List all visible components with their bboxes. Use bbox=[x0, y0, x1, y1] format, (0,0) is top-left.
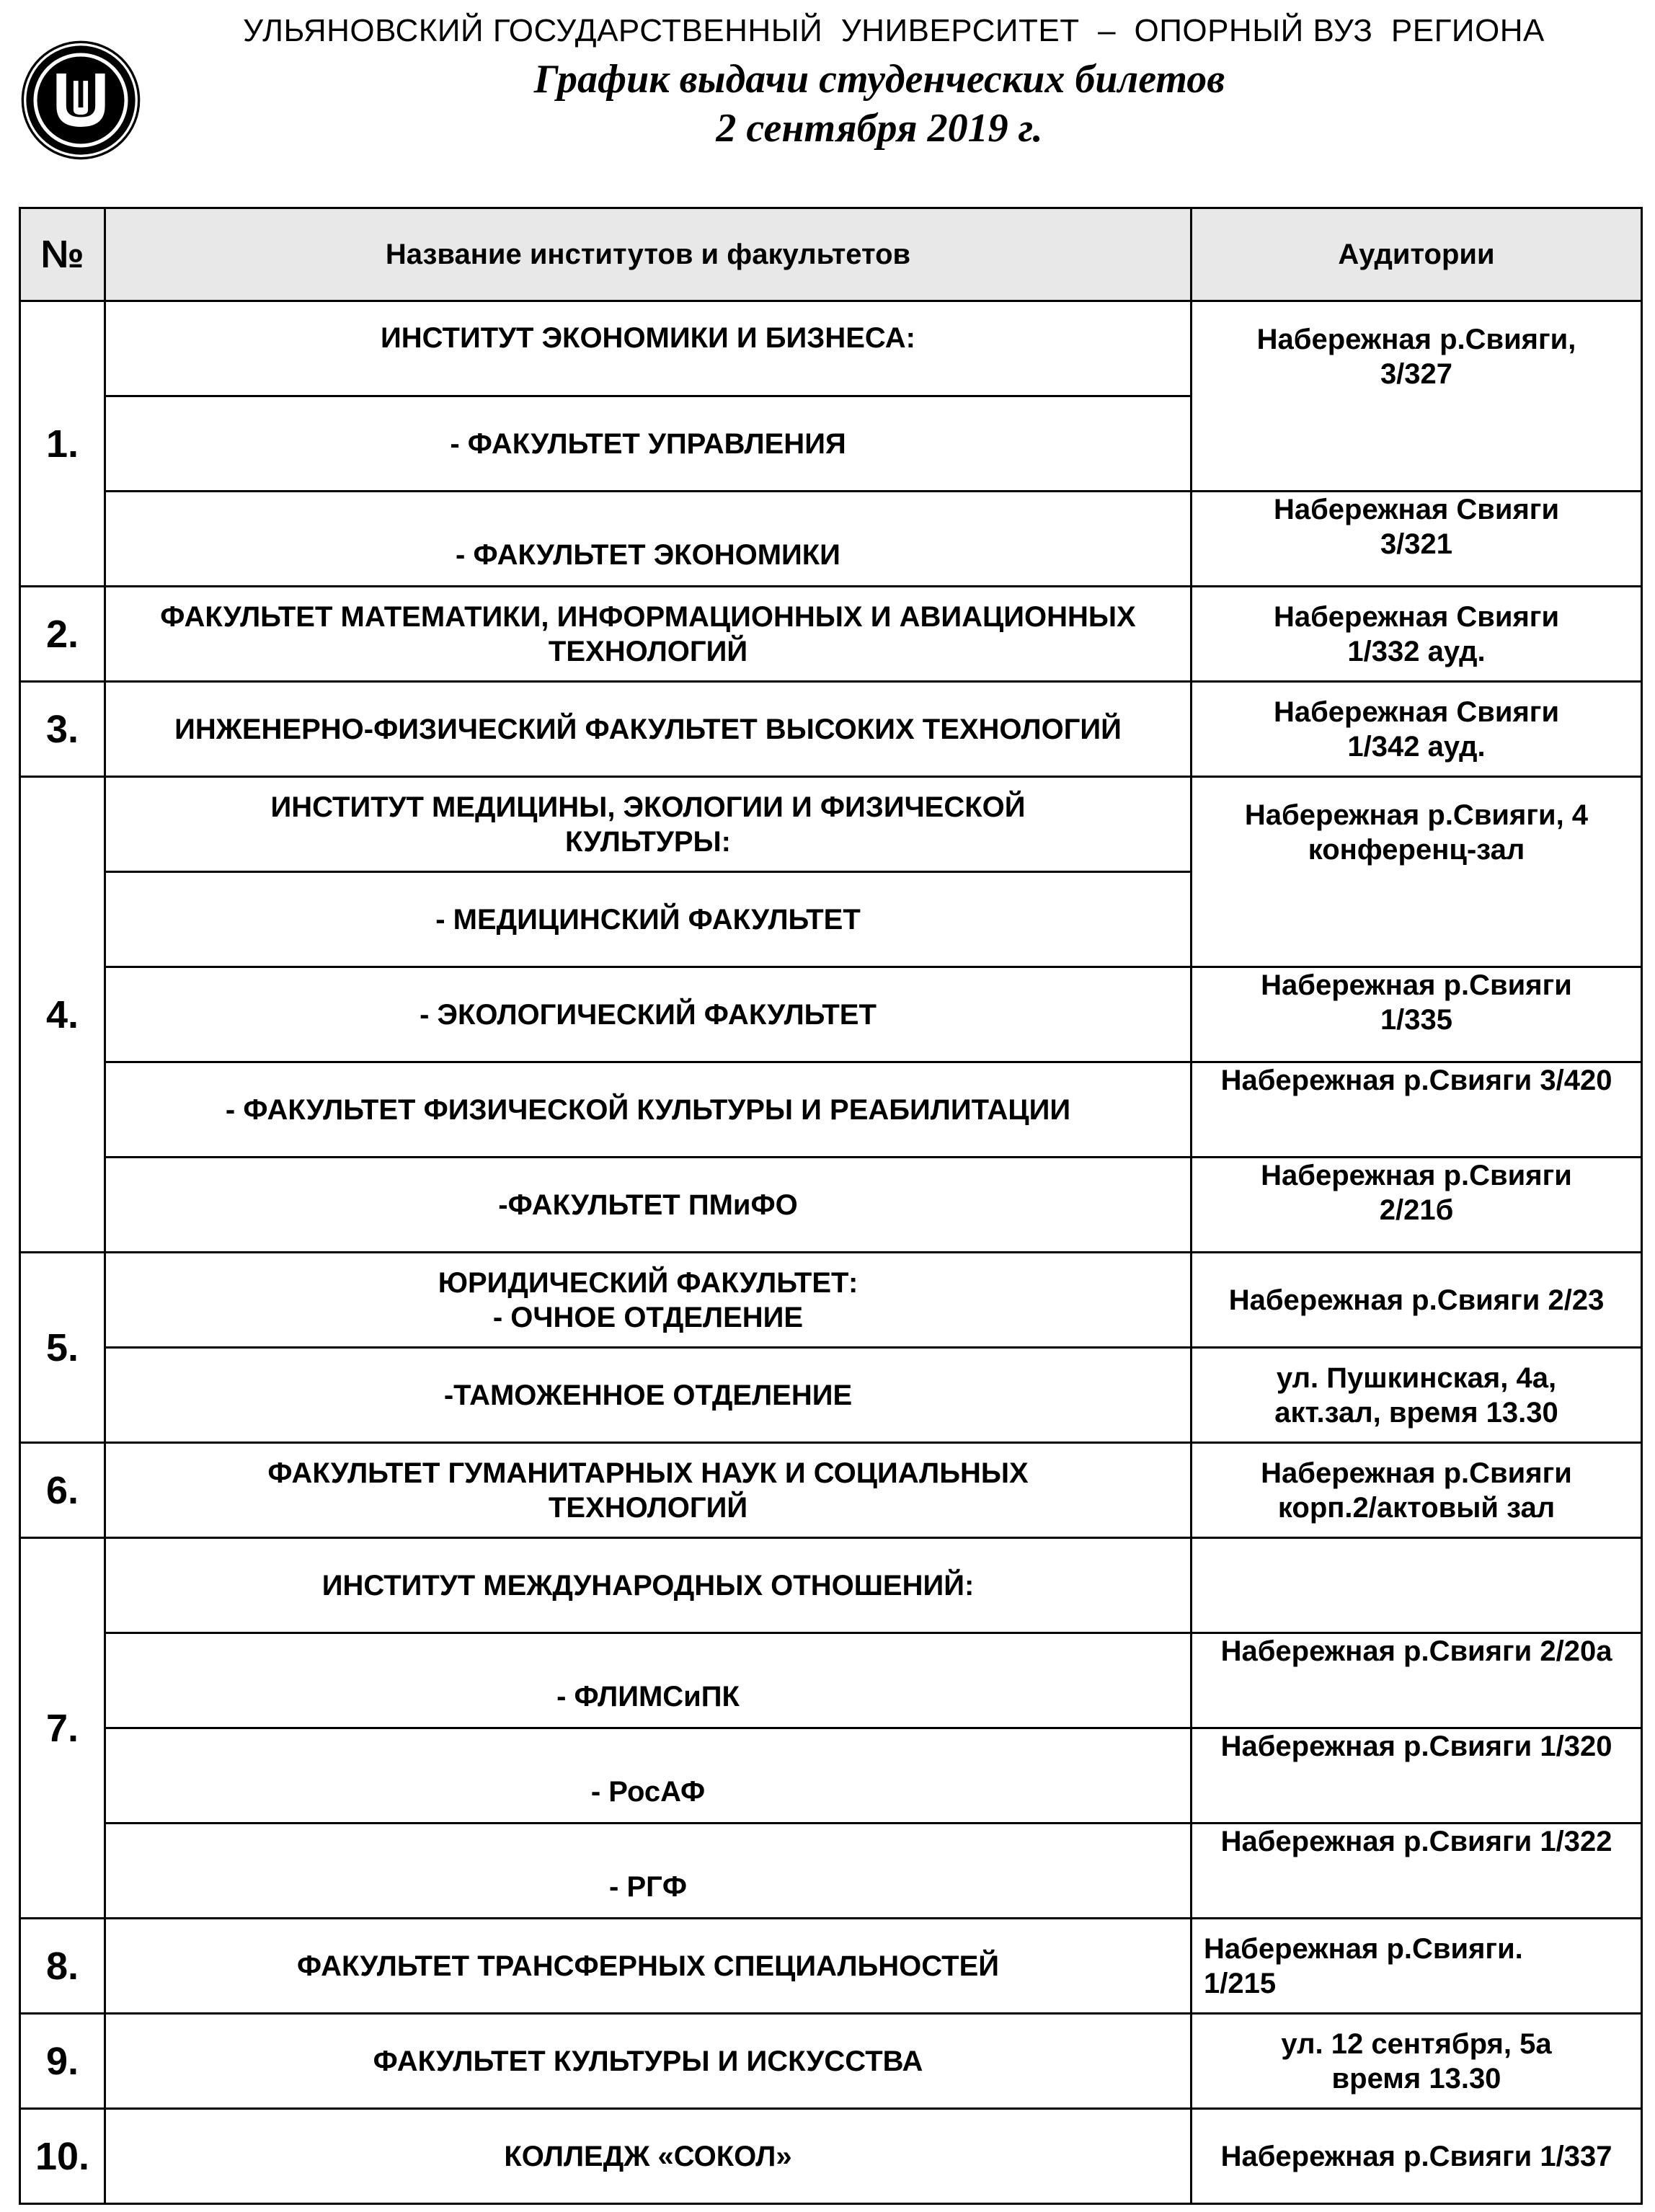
table-row bbox=[20, 587, 1642, 682]
table-row bbox=[20, 1538, 1642, 1633]
faculty-name: - МЕДИЦИНСКИЙ ФАКУЛЬТЕТ bbox=[105, 872, 1192, 967]
row-number: 1. bbox=[20, 301, 105, 587]
table-row bbox=[20, 2109, 1642, 2204]
row-number: 2. bbox=[20, 587, 105, 682]
faculty-name: - ФАКУЛЬТЕТ ЭКОНОМИКИ bbox=[105, 492, 1192, 587]
faculty-name: - РосАФ bbox=[105, 1728, 1192, 1824]
row-number: 8. bbox=[20, 1919, 105, 2014]
faculty-name: ФАКУЛЬТЕТ ТРАНСФЕРНЫХ СПЕЦИАЛЬНОСТЕЙ bbox=[105, 1919, 1192, 2014]
room-cell: Набережная Свияги 3/321 bbox=[1192, 492, 1642, 587]
faculty-name: - ФАКУЛЬТЕТ УПРАВЛЕНИЯ bbox=[105, 396, 1192, 492]
table-row bbox=[20, 1728, 1642, 1824]
row-number: 6. bbox=[20, 1443, 105, 1538]
room-cell: Набережная р.Свияги 1/322 bbox=[1192, 1824, 1642, 1919]
row-number: 9. bbox=[20, 2014, 105, 2109]
table-header-row bbox=[20, 208, 1642, 301]
faculty-name: - ЭКОЛОГИЧЕСКИЙ ФАКУЛЬТЕТ bbox=[105, 967, 1192, 1062]
institute-name: ИНСТИТУТ ЭКОНОМИКИ И БИЗНЕСА: bbox=[105, 301, 1192, 396]
faculty-name: ЮРИДИЧЕСКИЙ ФАКУЛЬТЕТ: - ОЧНОЕ ОТДЕЛЕНИЕ bbox=[105, 1253, 1192, 1348]
table-row bbox=[20, 777, 1642, 872]
room-cell: Набережная р.Свияги корп.2/актовый зал bbox=[1192, 1443, 1642, 1538]
schedule-table bbox=[19, 207, 1643, 2205]
room-cell: Набережная р.Свияги, 3/327 bbox=[1192, 301, 1642, 492]
faculty-name: ИНЖЕНЕРНО-ФИЗИЧЕСКИЙ ФАКУЛЬТЕТ ВЫСОКИХ ТЕХНОЛОГИЙ bbox=[105, 682, 1192, 777]
room-cell: ул. 12 сентября, 5а время 13.30 bbox=[1192, 2014, 1642, 2109]
row-number: 5. bbox=[20, 1253, 105, 1443]
header-name: Название институтов и факультетов bbox=[105, 208, 1192, 301]
table-row bbox=[20, 1062, 1642, 1158]
room-cell: Набережная р.Свияги 3/420 bbox=[1192, 1062, 1642, 1158]
faculty-name: - РГФ bbox=[105, 1824, 1192, 1919]
table-row bbox=[20, 1633, 1642, 1728]
faculty-name: ФАКУЛЬТЕТ КУЛЬТУРЫ И ИСКУССТВА bbox=[105, 2014, 1192, 2109]
room-cell: ул. Пушкинская, 4а, акт.зал, время 13.30 bbox=[1192, 1348, 1642, 1443]
faculty-name: КОЛЛЕДЖ «СОКОЛ» bbox=[105, 2109, 1192, 2204]
faculty-name: -ТАМОЖЕННОЕ ОТДЕЛЕНИЕ bbox=[105, 1348, 1192, 1443]
row-number: 4. bbox=[20, 777, 105, 1253]
room-cell bbox=[1192, 1538, 1642, 1633]
institute-name: ИНСТИТУТ МЕЖДУНАРОДНЫХ ОТНОШЕНИЙ: bbox=[105, 1538, 1192, 1633]
faculty-name: - ФЛИМСиПК bbox=[105, 1633, 1192, 1728]
row-number: 7. bbox=[20, 1538, 105, 1919]
room-cell: Набережная р.Свияги 2/23 bbox=[1192, 1253, 1642, 1348]
document-title: График выдачи студенческих билетов bbox=[533, 57, 1225, 102]
row-number: 10. bbox=[20, 2109, 105, 2204]
table-row bbox=[20, 301, 1642, 396]
table-row bbox=[20, 2014, 1642, 2109]
document-date: 2 сентября 2019 г. bbox=[716, 106, 1043, 151]
faculty-name: - ФАКУЛЬТЕТ ФИЗИЧЕСКОЙ КУЛЬТУРЫ И РЕАБИЛИТАЦИИ bbox=[105, 1062, 1192, 1158]
table-row bbox=[20, 1919, 1642, 2014]
room-cell: Набережная р.Свияги 1/337 bbox=[1192, 2109, 1642, 2204]
room-cell: Набережная Свияги 1/342 ауд. bbox=[1192, 682, 1642, 777]
room-cell: Набережная Свияги 1/332 ауд. bbox=[1192, 587, 1642, 682]
header-rooms: Аудитории bbox=[1192, 208, 1642, 301]
university-name: УЛЬЯНОВСКИЙ ГОСУДАРСТВЕННЫЙ УНИВЕРСИТЕТ – ОПОРНЫЙ ВУЗ РЕГИОНА bbox=[243, 13, 1545, 48]
header-number: № bbox=[20, 208, 105, 301]
table-row bbox=[20, 967, 1642, 1062]
room-cell: Набережная р.Свияги. 1/215 bbox=[1192, 1919, 1642, 2014]
university-emblem-icon bbox=[20, 40, 141, 161]
room-cell: Набережная р.Свияги 2/20а bbox=[1192, 1633, 1642, 1728]
table-row bbox=[20, 1443, 1642, 1538]
table-row bbox=[20, 1348, 1642, 1443]
room-cell: Набережная р.Свияги 1/335 bbox=[1192, 967, 1642, 1062]
table-row bbox=[20, 1824, 1642, 1919]
table-row bbox=[20, 1158, 1642, 1253]
row-number: 3. bbox=[20, 682, 105, 777]
table-row bbox=[20, 682, 1642, 777]
table-row bbox=[20, 1253, 1642, 1348]
table-row bbox=[20, 492, 1642, 587]
faculty-name: ФАКУЛЬТЕТ МАТЕМАТИКИ, ИНФОРМАЦИОННЫХ И АВИАЦИОННЫХ ТЕХНОЛОГИЙ bbox=[105, 587, 1192, 682]
room-cell: Набережная р.Свияги 1/320 bbox=[1192, 1728, 1642, 1824]
faculty-name: -ФАКУЛЬТЕТ ПМиФО bbox=[105, 1158, 1192, 1253]
faculty-name: ФАКУЛЬТЕТ ГУМАНИТАРНЫХ НАУК И СОЦИАЛЬНЫХ ТЕХНОЛОГИЙ bbox=[105, 1443, 1192, 1538]
room-cell: Набережная р.Свияги, 4 конференц-зал bbox=[1192, 777, 1642, 967]
institute-name: ИНСТИТУТ МЕДИЦИНЫ, ЭКОЛОГИИ И ФИЗИЧЕСКОЙ КУЛЬТУРЫ: bbox=[105, 777, 1192, 872]
room-cell: Набережная р.Свияги 2/21б bbox=[1192, 1158, 1642, 1253]
